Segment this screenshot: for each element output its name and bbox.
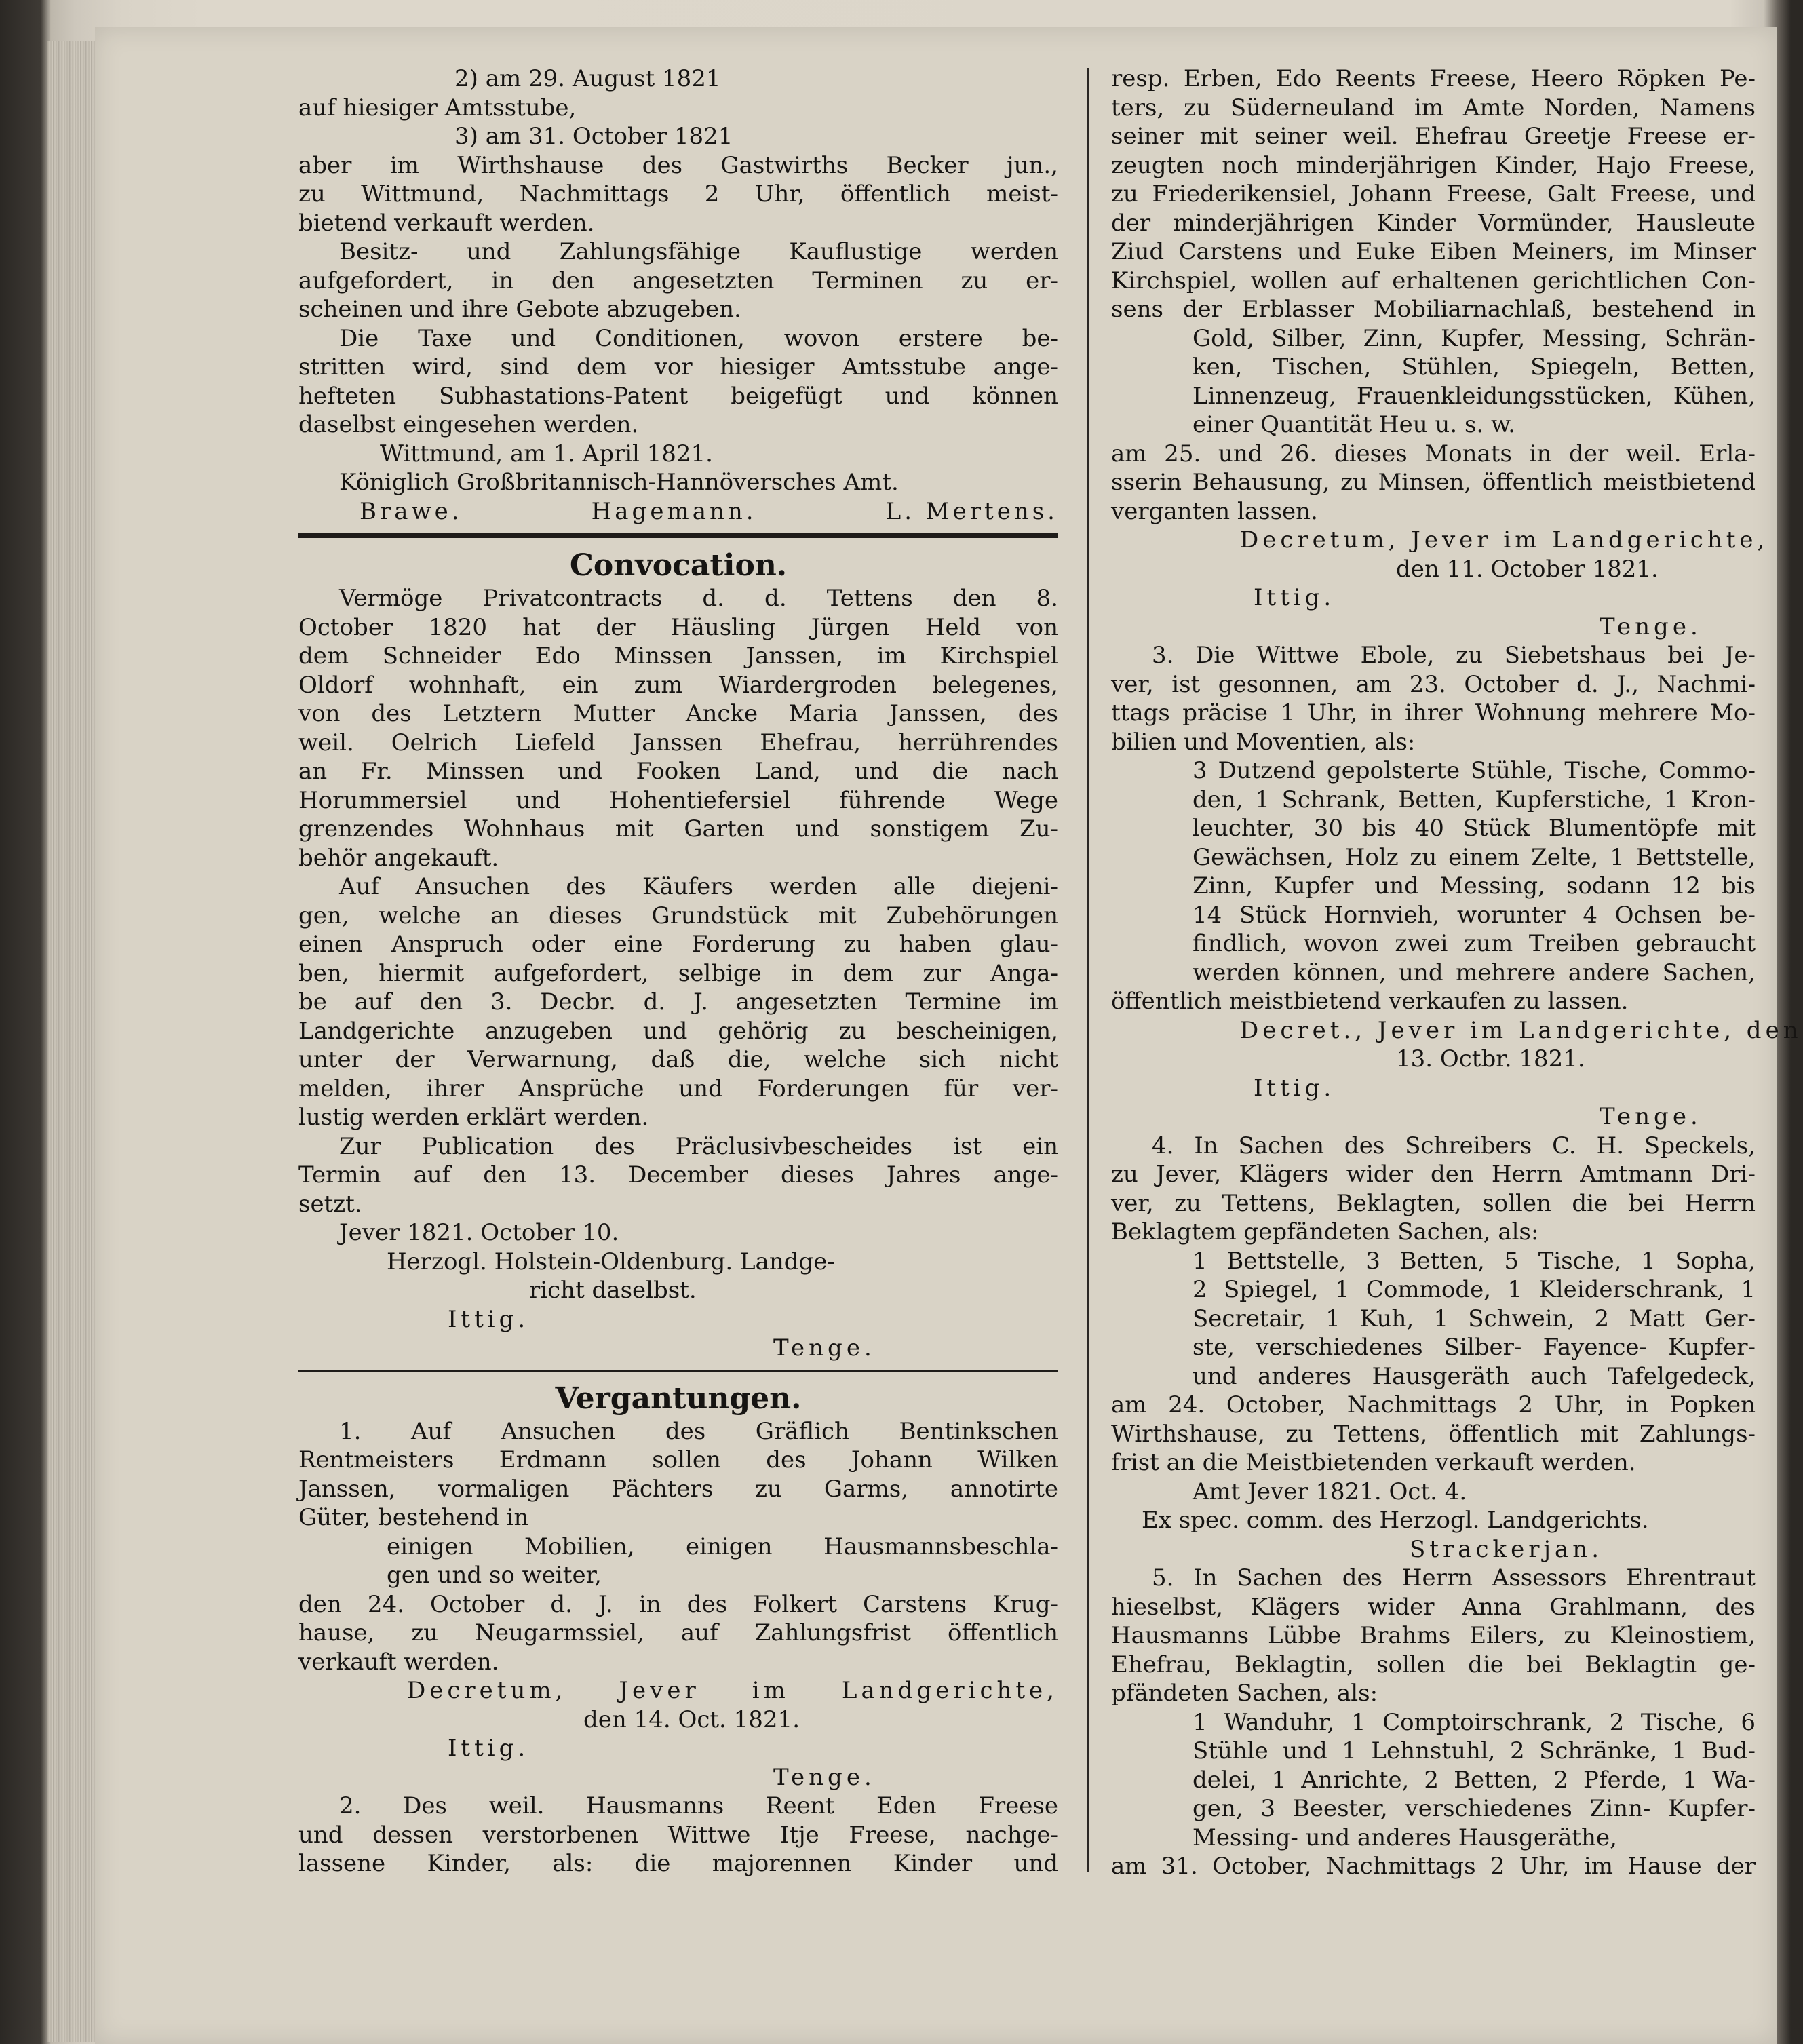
- text-line: 2 Spiegel, 1 Commode, 1 Kleiderschrank, 1: [1193, 1276, 1756, 1303]
- text-line: gen, 3 Beester, verschiedenes Zinn- Kupfer-: [1193, 1795, 1756, 1822]
- text-line: 3) am 31. October 1821: [454, 123, 733, 150]
- section-rule: [298, 533, 1058, 538]
- convocation-text: [298, 584, 1058, 1218]
- text-line: Termin auf den 13. December dieses Jahres ange-: [298, 1161, 1058, 1189]
- text-line: bietend verkauft werden.: [298, 209, 595, 237]
- text-line: Königlich Großbritannisch-Hannöversches Amt.: [339, 469, 899, 496]
- signers-line: [298, 497, 1058, 526]
- text-line: Ziud Carstens und Euke Eiben Meiners, im Minser: [1111, 238, 1756, 265]
- vergantungen-heading: Vergantungen.: [555, 1381, 802, 1416]
- text-line: Wirthshause, zu Tettens, öffentlich mit Zahlungs-: [1111, 1420, 1756, 1448]
- vergantung-3-text: [1111, 641, 1756, 756]
- left-column: [298, 64, 1058, 1878]
- text-line: Zinn, Kupfer und Messing, sodann 12 bis: [1193, 872, 1756, 900]
- text-line: Horummersiel und Hohentiefersiel führende Wege: [298, 786, 1058, 814]
- text-line: einer Quantität Heu u. s. w.: [1193, 411, 1515, 438]
- text-line: scheinen und ihre Gebote abzugeben.: [298, 296, 741, 323]
- convocation-court-2: richt daselbst.: [529, 1277, 697, 1304]
- signature-ittig: Ittig.: [448, 1735, 530, 1762]
- text-line: am 31. October, Nachmittags 2 Uhr, im Hause der: [1111, 1853, 1756, 1880]
- text-line: Gewächsen, Holz zu einem Zelte, 1 Bettstelle,: [1193, 843, 1756, 871]
- vergantungen-1-text: [298, 1417, 1058, 1677]
- text-line: den, 1 Schrank, Betten, Kupferstiche, 1 Kron-: [1193, 786, 1756, 813]
- text-line: am 25. und 26. dieses Monats in der weil. Erla-: [1111, 440, 1756, 467]
- text-line: melden, ihrer Ansprüche und Forderungen für ver-: [298, 1075, 1058, 1102]
- text-line: October 1820 hat der Häusling Jürgen Held von: [298, 613, 1058, 641]
- text-line: Oldorf wohnhaft, ein zum Wiardergroden belegenes,: [298, 671, 1058, 699]
- text-line: am 24. October, Nachmittags 2 Uhr, in Popken: [1111, 1391, 1756, 1419]
- text-line: Vermöge Privatcontracts d. d. Tettens den 8.: [339, 585, 1058, 612]
- signature-tenge: Tenge.: [773, 1763, 876, 1791]
- text-line: der minderjährigen Kinder Vormünder, Hausleute: [1111, 209, 1756, 237]
- text-line: Kirchspiel, wollen auf erhaltenen gerichtlichen Con-: [1111, 267, 1756, 294]
- text-line: Die Taxe und Conditionen, wovon erstere be-: [339, 324, 1058, 352]
- text-line: aufgefordert, in den angesetzten Terminen zu er-: [298, 267, 1058, 294]
- signer: Hagemann.: [591, 497, 757, 525]
- signature-tenge: Tenge.: [1600, 1103, 1702, 1130]
- text-line: resp. Erben, Edo Reents Freese, Heero Röpken Pe-: [1111, 65, 1756, 92]
- text-line: ben, hiermit aufgefordert, selbige in dem zur Anga-: [298, 959, 1058, 987]
- text-line: sserin Behausung, zu Minsen, öffentlich meistbietend: [1111, 469, 1756, 496]
- text-line: zu Jever, Klägers wider den Herrn Amtmann Dri-: [1111, 1161, 1756, 1188]
- text-line: auf hiesiger Amtsstube,: [298, 94, 577, 121]
- text-line: verganten lassen.: [1111, 497, 1318, 525]
- text-line: behör angekauft.: [298, 844, 499, 872]
- text-line: öffentlich meistbietend verkaufen zu lassen.: [1111, 988, 1629, 1015]
- text-line: und dessen verstorbenen Wittwe Itje Freese, nachge-: [298, 1821, 1058, 1849]
- text-line: zu Friederikensiel, Johann Freese, Galt Freese, und: [1111, 180, 1756, 208]
- text-line: ken, Tischen, Stühlen, Spiegeln, Betten,: [1193, 353, 1756, 381]
- text-line: einen Anspruch oder eine Forderung zu haben glau-: [298, 931, 1058, 958]
- decretum-date: den 14. Oct. 1821.: [583, 1705, 800, 1733]
- signer: Brawe.: [360, 497, 463, 525]
- decretum-line: Decretum, Jever im Landgerichte,: [407, 1677, 1058, 1704]
- text-line: Besitz- und Zahlungsfähige Kauflustige werden: [339, 238, 1058, 265]
- item-list: [1111, 1247, 1756, 1391]
- signature-ittig: Ittig.: [1254, 1074, 1336, 1102]
- text-line: stritten wird, sind dem vor hiesiger Amtsstube ange-: [298, 353, 1058, 381]
- text-line: gen, welche an dieses Grundstück mit Zubehörungen: [298, 902, 1058, 929]
- text-line: Zur Publication des Präclusivbescheides ist ein: [339, 1132, 1058, 1160]
- vergantung-5-text: [1111, 1564, 1756, 1708]
- text-line: Hausmanns Lübbe Brahms Eilers, zu Kleinostiem,: [1111, 1622, 1756, 1649]
- text-line: Güter, bestehend in: [298, 1504, 529, 1531]
- text-line: Auf Ansuchen des Käufers werden alle diejeni-: [339, 873, 1058, 900]
- text-line: ver, zu Tettens, Beklagten, sollen die bei Herrn: [1111, 1189, 1756, 1217]
- signature-tenge: Tenge.: [1600, 613, 1702, 640]
- text-line: 3 Dutzend gepolsterte Stühle, Tische, Commo-: [1193, 757, 1756, 784]
- text-line: dem Schneider Edo Minssen Janssen, im Kirchspiel: [298, 642, 1058, 670]
- vergantung-4-terms: [1111, 1391, 1756, 1478]
- text-line: unter der Verwarnung, daß die, welche sich nicht: [298, 1046, 1058, 1073]
- text-line: Linnenzeug, Frauenkleidungsstücken, Kühen,: [1193, 382, 1756, 410]
- text-line: ver, ist gesonnen, am 23. October d. J., Nachmi-: [1111, 670, 1756, 698]
- column-divider: [1087, 68, 1089, 1872]
- text-line: Rentmeisters Erdmann sollen des Johann Wilken: [298, 1446, 1058, 1473]
- text-line: hefteten Subhastations-Patent beigefügt und können: [298, 382, 1058, 410]
- vergantung-5-terms: [1111, 1852, 1756, 1881]
- convocation-court: Herzogl. Holstein-Oldenburg. Landge-: [387, 1248, 835, 1275]
- text-line: zu Wittmund, Nachmittags 2 Uhr, öffentlich meist-: [298, 180, 1058, 208]
- text-line: setzt.: [298, 1190, 362, 1218]
- text-line: hieselbst, Klägers wider Anna Grahlmann, des: [1111, 1593, 1756, 1621]
- text-line: 5. In Sachen des Herrn Assessors Ehrentraut: [1152, 1564, 1756, 1592]
- text-line: Messing- und anderes Hausgeräthe,: [1193, 1824, 1617, 1851]
- amt-date: Amt Jever 1821. Oct. 4.: [1193, 1478, 1467, 1505]
- text-line: von des Letztern Mutter Ancke Maria Janssen, des: [298, 700, 1058, 727]
- signature-ittig: Ittig.: [1254, 584, 1336, 611]
- decretum-date: 13. Octbr. 1821.: [1396, 1045, 1585, 1073]
- text-line: einigen Mobilien, einigen Hausmannsbeschla-: [387, 1532, 1058, 1560]
- text-line: Beklagtem gepfändeten Sachen, als:: [1111, 1218, 1539, 1246]
- text-line: verkauft werden.: [298, 1648, 499, 1676]
- text-line: Landgerichte anzugeben und gehörig zu bescheinigen,: [298, 1017, 1058, 1045]
- text-line: frist an die Meistbietenden verkauft werden.: [1111, 1449, 1636, 1476]
- text-line: gen und so weiter,: [387, 1562, 602, 1589]
- text-line: Janssen, vormaligen Pächters zu Garms, annotirte: [298, 1475, 1058, 1503]
- signature-tenge: Tenge.: [773, 1334, 876, 1362]
- vergantung-3-terms: [1111, 987, 1756, 1016]
- text-line: daselbst eingesehen werden.: [298, 411, 639, 438]
- text-line: Stühle und 1 Lehnstuhl, 2 Schränke, 1 Bud-: [1193, 1737, 1756, 1765]
- text-line: lustig werden erklärt werden.: [298, 1104, 649, 1131]
- text-line: leuchter, 30 bis 40 Stück Blumentöpfe mit: [1193, 815, 1756, 842]
- text-line: Wittmund, am 1. April 1821.: [380, 440, 713, 467]
- text-line: lassene Kinder, als: die majorennen Kinder und: [298, 1850, 1058, 1877]
- text-line: weil. Oelrich Liefeld Janssen Ehefrau, herrührendes: [298, 729, 1058, 756]
- text-line: 1 Wanduhr, 1 Comptoirschrank, 2 Tische, 6: [1193, 1708, 1756, 1736]
- text-line: den 24. October d. J. in des Folkert Carstens Krug-: [298, 1590, 1058, 1618]
- text-line: sens der Erblasser Mobiliarnachlaß, bestehend in: [1111, 296, 1756, 323]
- text-line: seiner mit seiner weil. Ehefrau Greetje Freese er-: [1111, 123, 1756, 150]
- notice-wittmund: [298, 64, 1058, 497]
- convocation-heading: Convocation.: [569, 548, 788, 583]
- vergantungen-2-text: [298, 1792, 1058, 1878]
- signature-ittig: Ittig.: [448, 1305, 530, 1333]
- text-line: ste, verschiedenes Silber- Fayence- Kupfer-: [1193, 1334, 1756, 1361]
- vergantung-4-text: [1111, 1132, 1756, 1247]
- convocation-date: Jever 1821. October 10.: [339, 1219, 619, 1246]
- vergantung-2-terms: [1111, 440, 1756, 526]
- item-list: [1111, 1708, 1756, 1853]
- text-line: an Fr. Minssen und Fooken Land, und die nach: [298, 758, 1058, 785]
- decretum-line: Decret., Jever im Landgerichte, den: [1240, 1016, 1802, 1044]
- text-line: 1 Bettstelle, 3 Betten, 5 Tische, 1 Sopha,: [1193, 1247, 1756, 1275]
- item-list: [1111, 756, 1756, 987]
- text-line: werden können, und mehrere andere Sachen,: [1193, 959, 1756, 986]
- text-line: pfändeten Sachen, als:: [1111, 1680, 1378, 1707]
- text-line: 4. In Sachen des Schreibers C. H. Speckels,: [1152, 1132, 1756, 1159]
- ex-spec-line: Ex spec. comm. des Herzogl. Landgerichts.: [1142, 1507, 1649, 1534]
- text-line: findlich, wovon zwei zum Treiben gebraucht: [1193, 930, 1756, 957]
- text-line: 1. Auf Ansuchen des Gräflich Bentinkschen: [339, 1417, 1058, 1445]
- right-column: [1111, 64, 1802, 1881]
- text-line: 14 Stück Hornvieh, worunter 4 Ochsen be-: [1193, 901, 1756, 929]
- text-line: und anderes Hausgeräth auch Tafelgedeck,: [1193, 1362, 1756, 1390]
- decretum-date: den 11. October 1821.: [1396, 555, 1659, 583]
- text-line: Secretair, 1 Kuh, 1 Schwein, 2 Matt Ger-: [1193, 1305, 1756, 1332]
- text-line: ters, zu Süderneuland im Amte Norden, Namens: [1111, 94, 1756, 121]
- section-rule: [298, 1370, 1058, 1372]
- text-line: 2. Des weil. Hausmanns Reent Eden Freese: [339, 1792, 1058, 1819]
- text-line: ttags präcise 1 Uhr, in ihrer Wohnung mehrere Mo-: [1111, 699, 1756, 727]
- text-line: Ehefrau, Beklagtin, sollen die bei Beklagtin ge-: [1111, 1651, 1756, 1678]
- text-line: 2) am 29. August 1821: [454, 65, 721, 92]
- text-line: grenzendes Wohnhaus mit Garten und sonstigem Zu-: [298, 815, 1058, 843]
- decretum-line: Decretum, Jever im Landgerichte,: [1240, 526, 1769, 554]
- text-line: 3. Die Wittwe Ebole, zu Siebetshaus bei Je-: [1152, 642, 1756, 669]
- text-line: aber im Wirthshause des Gastwirths Becker jun.,: [298, 151, 1058, 179]
- text-line: Gold, Silber, Zinn, Kupfer, Messing, Schrän-: [1193, 324, 1756, 352]
- text-line: delei, 1 Anrichte, 2 Betten, 2 Pferde, 1 Wa-: [1193, 1766, 1756, 1794]
- text-line: hause, zu Neugarmssiel, auf Zahlungsfrist öffentlich: [298, 1619, 1058, 1646]
- text-line: be auf den 3. Decbr. d. J. angesetzten Termine im: [298, 988, 1058, 1016]
- signer: L. Mertens.: [885, 497, 1058, 525]
- signature-strackerjan: Strackerjan.: [1410, 1535, 1604, 1563]
- text-line: bilien und Moventien, als:: [1111, 728, 1416, 756]
- text-line: zeugten noch minderjährigen Kinder, Hajo Freese,: [1111, 151, 1756, 179]
- vergantung-2-continued: [1111, 64, 1756, 324]
- item-list: [1111, 324, 1756, 440]
